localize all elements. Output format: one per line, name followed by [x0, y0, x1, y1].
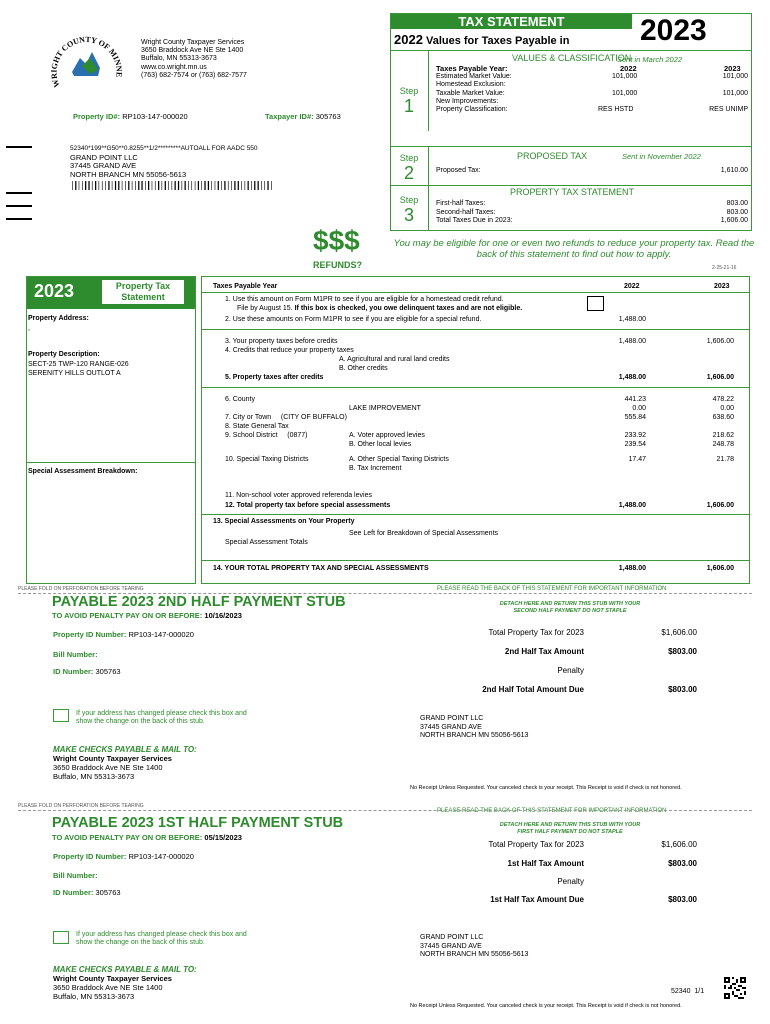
line3-v1: 1,488.00 — [618, 338, 646, 345]
subtitle-year: 2022 — [394, 32, 423, 47]
stub2-payable3: Buffalo, MN 55313-3673 — [53, 772, 135, 781]
read-back-instruction: PLEASE READ THE BACK OF THIS STATEMENT FOR IMPORTANT INFORMATION — [437, 808, 667, 814]
stub1-half-label: 1st Half Tax Amount — [507, 859, 584, 868]
agency-name: Wright County Taxpayer Services — [141, 39, 245, 46]
refunds-code: 2-25-21-16 — [712, 265, 737, 271]
stub1-payable2: 3650 Braddock Ave NE Ste 1400 — [53, 983, 163, 992]
stub2-half-value: $803.00 — [668, 647, 697, 656]
lake-v1: 0.00 — [632, 405, 646, 412]
line1b — [237, 305, 522, 312]
stub2-receipt: No Receipt Unless Requested. Your canceled check is your receipt. This Receipt is void if check is not honored. — [410, 785, 682, 791]
step3-row — [436, 209, 748, 218]
taxpayer-id-value: 305763 — [315, 112, 341, 121]
stub1-receipt: No Receipt Unless Requested. Your canceled check is your receipt. This Receipt is void if check is not honored. — [410, 1003, 682, 1009]
line14-v1: 1,488.00 — [618, 565, 646, 572]
panel-title: Property Tax Statement — [115, 281, 171, 302]
step2-heading: PROPOSED TAX — [517, 151, 588, 161]
mailing-address — [70, 145, 258, 179]
property-address-label: Property Address: — [28, 315, 89, 322]
margin-mark — [6, 218, 32, 220]
table-rule — [202, 387, 749, 388]
table-header-col2: 2023 — [714, 283, 730, 290]
stub2-payable2: 3650 Braddock Ave NE Ste 1400 — [53, 763, 163, 772]
stub1-due-label: 1st Half Tax Amount Due — [490, 895, 584, 904]
stub1-due-value: $803.00 — [668, 895, 697, 904]
stub2-payable — [53, 745, 197, 781]
qr-code-icon — [724, 977, 746, 999]
property-id-label: Property ID#: — [73, 112, 121, 121]
step1-payable-label: Taxes Payable Year: — [436, 64, 508, 73]
panel-divider — [27, 462, 195, 463]
step1-row-label: New Improvements: — [436, 97, 499, 105]
stub1-payable3: Buffalo, MN 55313-3673 — [53, 992, 135, 1001]
seal-text: WRIGHT COUNTY OF MINNE — [49, 35, 124, 89]
agency-phone: (763) 682-7574 or (763) 682-7577 — [141, 71, 247, 79]
agency-address — [141, 39, 247, 80]
stub2-payable-title: MAKE CHECKS PAYABLE & MAIL TO: — [53, 745, 197, 754]
property-id-value: RP103-147-000020 — [122, 112, 188, 121]
tax-statement-title-bar — [391, 14, 632, 29]
line10a: A. Other Special Taxing Districts — [349, 456, 449, 463]
refunds-symbol: $$$ — [313, 225, 360, 256]
delinquent-checkbox — [587, 296, 604, 311]
property-description-line1: SECT-25 TWP-120 RANGE-026 — [28, 361, 129, 368]
step1-row-v1: RES HSTD — [598, 106, 634, 114]
step1-row-label: Estimated Market Value: — [436, 73, 512, 80]
table-rule — [202, 514, 749, 515]
step2-sent: Sent in November 2022 — [622, 152, 701, 161]
step3-row-label: Total Taxes Due in 2023: — [436, 217, 513, 224]
stub1-address-change-checkbox[interactable] — [53, 931, 69, 944]
line7-label: 7. City or Town — [225, 414, 272, 421]
stub2-owner2: 37445 GRAND AVE — [420, 723, 482, 731]
stub2-due-label: 2nd Half Total Amount Due — [482, 685, 584, 694]
fold-instruction: PLEASE FOLD ON PERFORATION BEFORE TEARING — [18, 586, 144, 592]
mailing-line1: 52340*199**G50**0.8255**1/2*********AUTOALL FOR AADC 550 — [70, 145, 258, 152]
statement-subtitle — [394, 32, 569, 47]
line11: 11. Non-school voter approved referenda levies — [225, 492, 372, 499]
line13-see: See Left for Breakdown of Special Assessments — [349, 530, 499, 537]
step3-row-value: 1,606.00 — [720, 217, 748, 224]
table-header-col1: 2022 — [624, 283, 640, 290]
step2-number: 2 — [403, 163, 414, 183]
stub1-property-id-value: RP103-147-000020 — [128, 852, 194, 861]
stub1-due-date: 05/15/2023 — [204, 833, 242, 842]
property-id-header — [73, 112, 188, 121]
taxpayer-id-header — [265, 112, 341, 121]
stub2-id-label: ID Number: — [53, 667, 94, 676]
property-description-label: Property Description: — [28, 351, 100, 358]
stub2-id-value: 305763 — [95, 667, 121, 676]
panel-title-box — [102, 280, 184, 304]
stub1-id-value: 305763 — [95, 888, 121, 897]
step1-row-label: Property Classification: — [436, 106, 508, 114]
subtitle-text: Values for Taxes Payable in — [425, 35, 570, 47]
stub2-id-number — [53, 667, 121, 676]
stub1-title: PAYABLE 2023 1ST HALF PAYMENT STUB — [52, 815, 344, 831]
fold-instruction: PLEASE FOLD ON PERFORATION BEFORE TEARING — [18, 803, 144, 809]
step-divider — [391, 146, 751, 147]
step3-row — [436, 217, 748, 226]
stub2-owner1: GRAND POINT LLC — [420, 715, 484, 722]
step1-vline — [428, 51, 429, 131]
stub1-address-note1: If your address has changed please check this box and — [76, 931, 247, 938]
lake-improvement: LAKE IMPROVEMENT — [349, 405, 421, 412]
line9 — [225, 432, 308, 439]
step3-row-label: Second-half Taxes: — [436, 208, 496, 216]
step1-row-v1: 101,000 — [612, 73, 638, 80]
step1-row — [436, 90, 748, 98]
stub2-owner3: NORTH BRANCH MN 55056-5613 — [420, 732, 529, 739]
line4b: B. Other credits — [339, 365, 388, 372]
stub1-page-code — [671, 988, 704, 995]
stub1-total-label: Total Property Tax for 2023 — [488, 840, 584, 849]
stub1-owner1: GRAND POINT LLC — [420, 934, 484, 941]
line1b-text: File by August 15. — [237, 305, 293, 312]
stub2-property-id-value: RP103-147-000020 — [128, 630, 194, 639]
line6: 6. County — [225, 396, 255, 403]
table-rule — [202, 560, 749, 561]
step1-row-v1: 101,000 — [612, 89, 638, 97]
line1a: 1. Use this amount on Form M1PR to see if you are eligible for a homestead credit refund. — [225, 296, 504, 303]
line13-totals: Special Assessment Totals — [225, 539, 308, 546]
step3-row — [436, 200, 748, 209]
perforation-line[interactable] — [18, 810, 752, 811]
county-seal — [46, 28, 126, 98]
line4a: A. Agricultural and rural land credits — [339, 356, 450, 363]
step1-sent: Sent in March 2022 — [617, 55, 683, 64]
step1-row-v2: 101,000 — [722, 89, 748, 97]
step1-row — [436, 98, 748, 106]
taxpayer-id-label: Taxpayer ID#: — [265, 112, 314, 121]
stub2-detach — [470, 601, 670, 615]
margin-mark — [6, 205, 32, 207]
step3-row-value: 803.00 — [726, 200, 748, 207]
step3-table — [436, 200, 748, 226]
line12-v2: 1,606.00 — [706, 502, 734, 509]
stub2-detach-line2: SECOND HALF PAYMENT DO NOT STAPLE — [513, 608, 627, 614]
stub1-address-note — [76, 931, 247, 947]
table-header-label: Taxes Payable Year — [213, 283, 278, 290]
panel-divider — [391, 50, 751, 51]
proposed-tax-label: Proposed Tax: — [436, 167, 481, 174]
line5-v1: 1,488.00 — [618, 374, 646, 381]
step3-badge — [396, 195, 422, 225]
step3-row-value: 803.00 — [726, 208, 748, 216]
line9a-v2: 218.62 — [712, 432, 734, 439]
stub1-penalty-label: Penalty — [557, 877, 584, 886]
line3: 3. Your property taxes before credits — [225, 338, 338, 345]
stub2-address-note2: show the change on the back of this stub. — [76, 718, 205, 725]
line9-district: (0877) — [287, 432, 308, 439]
mailing-city: NORTH BRANCH MN 55056-5613 — [70, 169, 187, 179]
read-back-instruction: PLEASE READ THE BACK OF THIS STATEMENT FOR IMPORTANT INFORMATION — [437, 586, 667, 592]
property-panel — [26, 276, 196, 584]
step1-row — [436, 106, 748, 114]
stub2-address-note1: If your address has changed please check this box and — [76, 710, 247, 717]
line10b: B. Tax Increment — [349, 465, 402, 472]
step2-word: Step — [399, 153, 419, 163]
stub2-property-id — [53, 630, 194, 639]
step1-row-label: Taxable Market Value: — [436, 89, 505, 97]
step3-heading: PROPERTY TAX STATEMENT — [510, 187, 635, 197]
line10a-v2: 21.78 — [716, 456, 734, 463]
step1-row-label: Homestead Exclusion: — [436, 81, 506, 89]
line10a-v1: 17.47 — [628, 456, 646, 463]
stub2-avoid — [52, 611, 242, 620]
line7-city: (CITY OF BUFFALO) — [280, 414, 347, 421]
agency-street: 3650 Braddock Ave NE Ste 1400 — [141, 47, 244, 55]
step1-row — [436, 81, 748, 89]
refunds-text: You may be eligible for one or even two refunds to reduce your property tax. Read the back of this statement to find out how to apply. — [393, 238, 755, 260]
stub1-owner — [420, 934, 528, 960]
step3-word: Step — [399, 195, 419, 205]
stub2-total-label: Total Property Tax for 2023 — [488, 628, 584, 637]
line7-v2: 638.60 — [712, 414, 734, 421]
svg-text:WRIGHT COUNTY OF MINNESOTA 185 — [46, 28, 124, 89]
stub1-detach-line1: DETACH HERE AND RETURN THIS STUB WITH YOUR — [499, 822, 641, 828]
stub1-avoid — [52, 833, 242, 842]
stub1-avoid-label: TO AVOID PENALTY PAY ON OR BEFORE: — [52, 833, 203, 842]
line7-v1: 555.84 — [624, 414, 646, 421]
line9a-v1: 233.92 — [624, 432, 646, 439]
line6-v2: 478.22 — [712, 396, 734, 403]
seal-graphic — [46, 28, 126, 98]
stub2-address-change-checkbox[interactable] — [53, 709, 69, 722]
margin-mark — [6, 192, 32, 194]
line6-v1: 441.23 — [624, 396, 646, 403]
proposed-tax-value: 1,610.00 — [720, 167, 748, 174]
refunds-label: REFUNDS? — [313, 260, 362, 270]
stub2-half-label: 2nd Half Tax Amount — [504, 647, 584, 656]
stub2-bill-label: Bill Number: — [53, 650, 98, 659]
stub2-detach-line1: DETACH HERE AND RETURN THIS STUB WITH YOUR — [499, 601, 641, 607]
stub2-owner — [420, 715, 528, 741]
stub1-property-id — [53, 852, 194, 861]
line10: 10. Special Taxing Districts — [225, 456, 309, 463]
stub1-payable1: Wright County Taxpayer Services — [53, 974, 172, 983]
line14: 14. YOUR TOTAL PROPERTY TAX AND SPECIAL ASSESSMENTS — [213, 565, 429, 572]
step2-badge — [396, 153, 422, 183]
agency-web: www.co.wright.mn.us — [141, 63, 207, 71]
line4: 4. Credits that reduce your property taxes — [225, 347, 354, 354]
stub1-total-value: $1,606.00 — [661, 840, 697, 849]
line9b-v1: 239.54 — [624, 441, 646, 448]
line5: 5. Property taxes after credits — [225, 374, 324, 381]
stub1-property-id-label: Property ID Number: — [53, 852, 127, 861]
step3-row-label: First-half Taxes: — [436, 200, 486, 207]
step1-heading: VALUES & CLASSIFICATION — [512, 53, 632, 63]
stub2-avoid-label: TO AVOID PENALTY PAY ON OR BEFORE: — [52, 611, 203, 620]
stub1-owner2: 37445 GRAND AVE — [420, 942, 482, 950]
stub1-detach-line2: FIRST HALF PAYMENT DO NOT STAPLE — [517, 829, 623, 835]
stub2-property-id-label: Property ID Number: — [53, 630, 127, 639]
stub2-penalty-label: Penalty — [557, 666, 584, 675]
stub2-title: PAYABLE 2023 2ND HALF PAYMENT STUB — [52, 594, 346, 610]
stub1-detach — [470, 822, 670, 836]
agency-city: Buffalo, MN 55313-3673 — [141, 55, 217, 63]
stub2-total-value: $1,606.00 — [661, 628, 697, 637]
stub2-due-date: 10/16/2023 — [204, 611, 242, 620]
stub1-id-number — [53, 888, 121, 897]
step1-values-table — [436, 73, 748, 114]
line9-label: 9. School District — [225, 432, 278, 439]
stub2-address-note — [76, 710, 247, 726]
stub1-owner3: NORTH BRANCH MN 55056-5613 — [420, 951, 529, 958]
stub1-page-code-value: 52340 — [671, 988, 691, 995]
line9b: B. Other local levies — [349, 441, 412, 448]
step-divider — [391, 185, 751, 186]
line14-v2: 1,606.00 — [706, 565, 734, 572]
stub1-payable — [53, 965, 197, 1001]
step1-row — [436, 73, 748, 81]
step1-badge — [396, 86, 422, 116]
step1-row-v2: 101,000 — [722, 73, 748, 80]
line12-v1: 1,488.00 — [618, 502, 646, 509]
table-rule — [202, 292, 749, 293]
line2-v1: 1,488.00 — [618, 316, 646, 323]
statement-year: 2023 — [640, 14, 707, 47]
mailing-street: 37445 GRAND AVE — [70, 161, 137, 170]
step1-row-v2: RES UNIMP — [709, 106, 748, 114]
panel-year: 2023 — [34, 281, 75, 301]
margin-mark — [6, 146, 32, 148]
line2: 2. Use these amounts on Form M1PR to see if you are eligible for a special refund. — [225, 316, 482, 323]
stub2-due-value: $803.00 — [668, 685, 697, 694]
step1-col1: 2022 — [620, 64, 637, 73]
step2-vline — [428, 147, 429, 185]
step1-col2: 2023 — [724, 64, 741, 73]
step3-number: 3 — [403, 205, 414, 225]
mailing-owner: GRAND POINT LLC — [70, 152, 138, 162]
line3-v2: 1,606.00 — [706, 338, 734, 345]
line8: 8. State General Tax — [225, 423, 289, 430]
line12: 12. Total property tax before special assessments — [225, 502, 391, 509]
stub1-id-label: ID Number: — [53, 888, 94, 897]
step1-word: Step — [399, 86, 419, 96]
line9b-v2: 248.78 — [712, 441, 734, 448]
stub1-payable-title: MAKE CHECKS PAYABLE & MAIL TO: — [53, 965, 197, 974]
property-address-value: , — [28, 325, 30, 332]
special-assessment-label: Special Assessment Breakdown: — [28, 468, 138, 475]
stub1-page-num: 1/1 — [694, 988, 705, 995]
line1c-text: If this box is checked, you owe delinquent taxes and are not eligible. — [294, 305, 523, 312]
stub2-payable1: Wright County Taxpayer Services — [53, 754, 172, 763]
line7 — [225, 414, 347, 421]
line5-v2: 1,606.00 — [706, 374, 734, 381]
table-rule — [202, 329, 749, 330]
stub1-address-note2: show the change on the back of this stub. — [76, 939, 205, 946]
line13: 13. Special Assessments on Your Property — [213, 518, 355, 525]
stub1-bill-label: Bill Number: — [53, 871, 98, 880]
postal-barcode: │┃││┃┃│┃│││┃│┃┃││┃││┃┃│┃││┃│┃││┃┃│┃│││┃│┃┃││┃│┃││┃┃││┃│┃┃││┃│ — [70, 181, 273, 190]
stub1-half-value: $803.00 — [668, 859, 697, 868]
line9a: A. Voter approved levies — [349, 432, 425, 439]
property-description-line2: SERENITY HILLS OUTLOT A — [28, 370, 121, 377]
lake-v2: 0.00 — [720, 405, 734, 412]
step3-vline — [428, 186, 429, 231]
tax-statement-title: TAX STATEMENT — [458, 14, 565, 29]
step1-number: 1 — [403, 96, 414, 116]
